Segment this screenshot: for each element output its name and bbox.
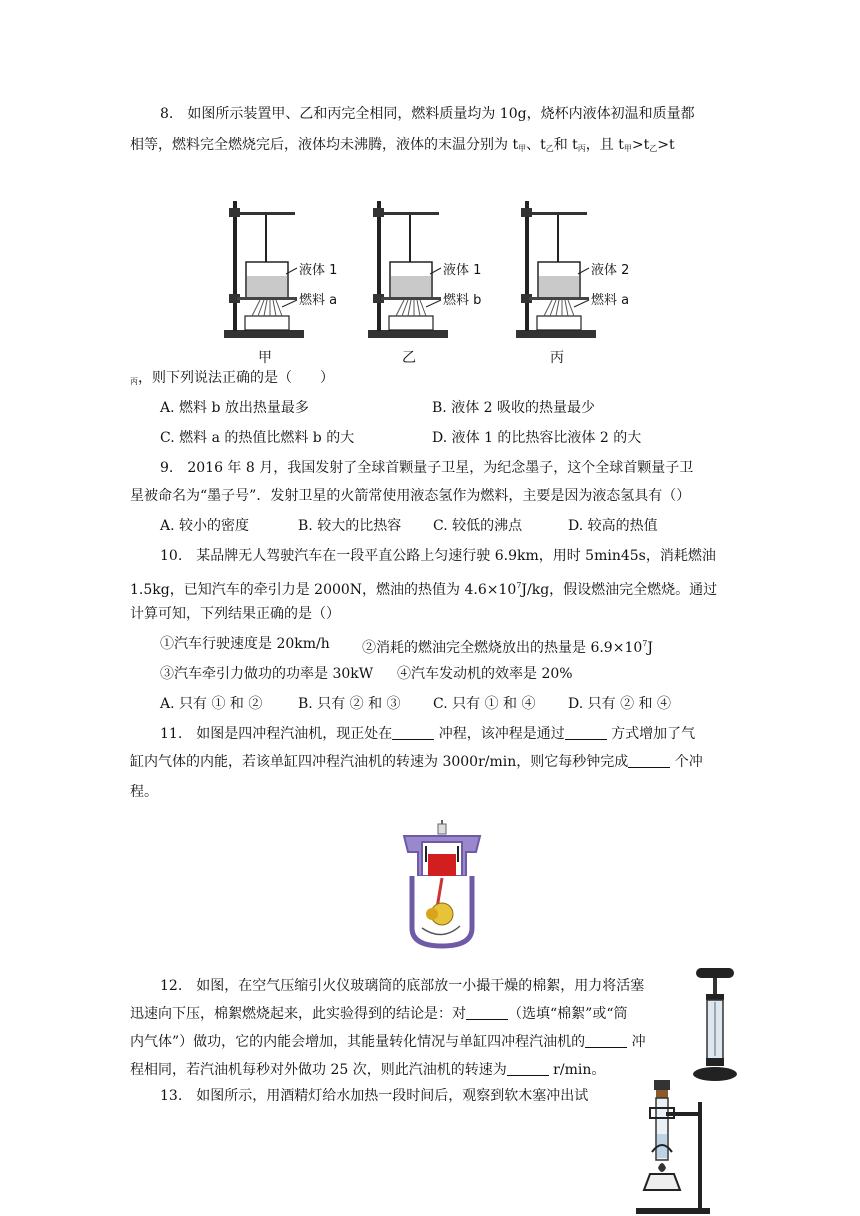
apparatus-yi	[368, 201, 481, 366]
q11-blank-method[interactable]	[565, 725, 607, 740]
q8-line1: 8. 如图所示装置甲、乙和丙完全相同，燃料质量均为 10g，烧杯内液体初温和质量都	[160, 106, 695, 122]
q11-blank-strokes[interactable]	[628, 753, 670, 768]
q8-line2-text: 相等，燃料完全燃烧完后，液体均未沸腾，液体的末温分别为 t	[130, 137, 519, 153]
figure-label-liquid: 液体 1	[443, 263, 482, 278]
sub-bing: 丙	[577, 144, 586, 153]
q8-sep4: >t	[631, 137, 650, 153]
q8-apparatus-figure	[220, 196, 640, 368]
q8-sep3: ，且 t	[585, 137, 624, 153]
q10-statement-2-unit: J	[647, 640, 653, 656]
air-compression-igniter	[690, 966, 740, 1084]
q11-line2-end: 个冲	[670, 754, 703, 770]
q10-line2-text: 1.5kg，已知汽车的牵引力是 2000N，燃油的热值为 4.6×10	[130, 582, 517, 598]
q10-option-a: A. 只有 ① 和 ②	[160, 696, 263, 712]
q11-line1-mid: 冲程，该冲程是通过	[434, 726, 565, 742]
figure-caption: 丙	[550, 350, 564, 366]
apparatus-bing	[516, 201, 629, 366]
sub-yi-2: 乙	[649, 144, 658, 153]
q10-statement-4: ④汽车发动机的效率是 20%	[397, 666, 573, 682]
q9-option-c: C. 较低的沸点	[433, 518, 523, 534]
q10-line2-rest: J/kg，假设燃油完全燃烧。通过	[521, 582, 718, 598]
sub-bing-3: 丙	[130, 377, 138, 386]
q10-statement-2-exponent: 7	[642, 639, 648, 648]
q12-blank-speed[interactable]	[507, 1061, 549, 1076]
q10-option-b: B. 只有 ② 和 ③	[298, 696, 401, 712]
q10-exponent: 7	[516, 581, 522, 590]
figure-label-liquid: 液体 1	[299, 263, 338, 278]
apparatus-jia	[224, 201, 337, 366]
q8-sep5: >t	[657, 137, 675, 153]
q12-line3-text: 内气体”）做功，它的内能会增加，其能量转化情况与单缸四冲程汽油机的	[130, 1034, 586, 1050]
q12-line3-end: 冲	[627, 1034, 646, 1050]
q11-line2-text: 缸内气体的内能，若该单缸四冲程汽油机的转速为 3000r/min，则它每秒钟完成	[130, 754, 629, 770]
q9-option-b: B. 较大的比热容	[298, 518, 402, 534]
q12-blank-object[interactable]	[466, 1005, 508, 1020]
q9-option-d: D. 较高的热值	[568, 518, 658, 534]
q10-line3: 计算可知，下列结果正确的是（）	[130, 606, 340, 622]
q9-line2: 星被命名为“墨子号”．发射卫星的火箭常使用液态氢作为燃料，主要是因为液态氢具有（）	[130, 488, 691, 504]
q12-line2-end: （选填“棉絮”或“筒	[508, 1006, 628, 1022]
q12-line4	[130, 1060, 605, 1080]
q8-option-b: B. 液体 2 吸收的热量最少	[432, 400, 595, 416]
figure-label-liquid: 液体 2	[591, 263, 630, 278]
figure-caption: 乙	[402, 350, 416, 366]
q8-option-d: D. 液体 1 的比热容比液体 2 的大	[432, 430, 642, 446]
q11-blank-stroke[interactable]	[392, 725, 434, 740]
q10-statement-3: ③汽车牵引力做功的功率是 30kW	[160, 666, 374, 682]
q8-sep1: 、t	[526, 137, 546, 153]
q9-option-a: A. 较小的密度	[160, 518, 250, 534]
q12-line4-text: 程相同，若汽油机每秒对外做功 25 次，则此汽油机的转速为	[130, 1062, 507, 1078]
q12-blank-stroke[interactable]	[585, 1033, 627, 1048]
q11-line1-end: 方式增加了气	[606, 726, 696, 742]
q12-line2-text: 迅速向下压，棉絮燃烧起来，此实验得到的结论是：对	[130, 1006, 466, 1022]
q9-line1: 9. 2016 年 8 月，我国发射了全球首颗量子卫星，为纪念墨子，这个全球首颗量子卫	[160, 460, 694, 476]
q11-line3: 程。	[130, 784, 158, 800]
q10-statement-2	[362, 634, 653, 658]
q11-line2	[130, 752, 703, 772]
figure-label-fuel: 燃料 a	[591, 293, 630, 308]
q11-line1	[160, 724, 695, 744]
q10-line2	[130, 576, 717, 600]
q12-line4-end: r/min。	[548, 1062, 606, 1078]
q12-line2	[130, 1004, 627, 1024]
q10-option-d: D. 只有 ② 和 ④	[568, 696, 671, 712]
figure-label-fuel: 燃料 b	[443, 293, 482, 308]
q8-line3-text: ，则下列说法正确的是（ ）	[138, 370, 334, 386]
q10-option-c: C. 只有 ① 和 ④	[433, 696, 536, 712]
q10-statement-2-text: ②消耗的燃油完全燃烧放出的热量是 6.9×10	[362, 640, 643, 656]
q8-line3	[130, 368, 334, 392]
q10-statement-1: ①汽车行驶速度是 20km/h	[160, 636, 330, 652]
q10-line1: 10. 某品牌无人驾驶汽车在一段平直公路上匀速行驶 6.9km，用时 5min45s，消耗燃油	[160, 548, 716, 564]
q11-line1-text: 11. 如图是四冲程汽油机，现正处在	[160, 726, 393, 742]
q12-line3	[130, 1032, 646, 1052]
sub-jia-2: 甲	[623, 144, 632, 153]
sub-yi: 乙	[545, 144, 554, 153]
q8-option-c: C. 燃料 a 的热值比燃料 b 的大	[160, 430, 355, 446]
figure-label-fuel: 燃料 a	[299, 293, 338, 308]
figure-caption: 甲	[258, 350, 272, 366]
q12-line1: 12. 如图，在空气压缩引火仪玻璃筒的底部放一小撮干燥的棉絮，用力将活塞	[160, 978, 645, 994]
test-tube-heating-figure	[628, 1078, 712, 1216]
q8-sep2: 和 t	[553, 137, 578, 153]
sub-jia: 甲	[518, 144, 527, 153]
q8-line2	[130, 135, 675, 159]
engine-diagram	[398, 818, 486, 950]
q8-option-a: A. 燃料 b 放出热量最多	[160, 400, 309, 416]
q13-line1: 13. 如图所示，用酒精灯给水加热一段时间后，观察到软木塞冲出试	[160, 1088, 589, 1104]
